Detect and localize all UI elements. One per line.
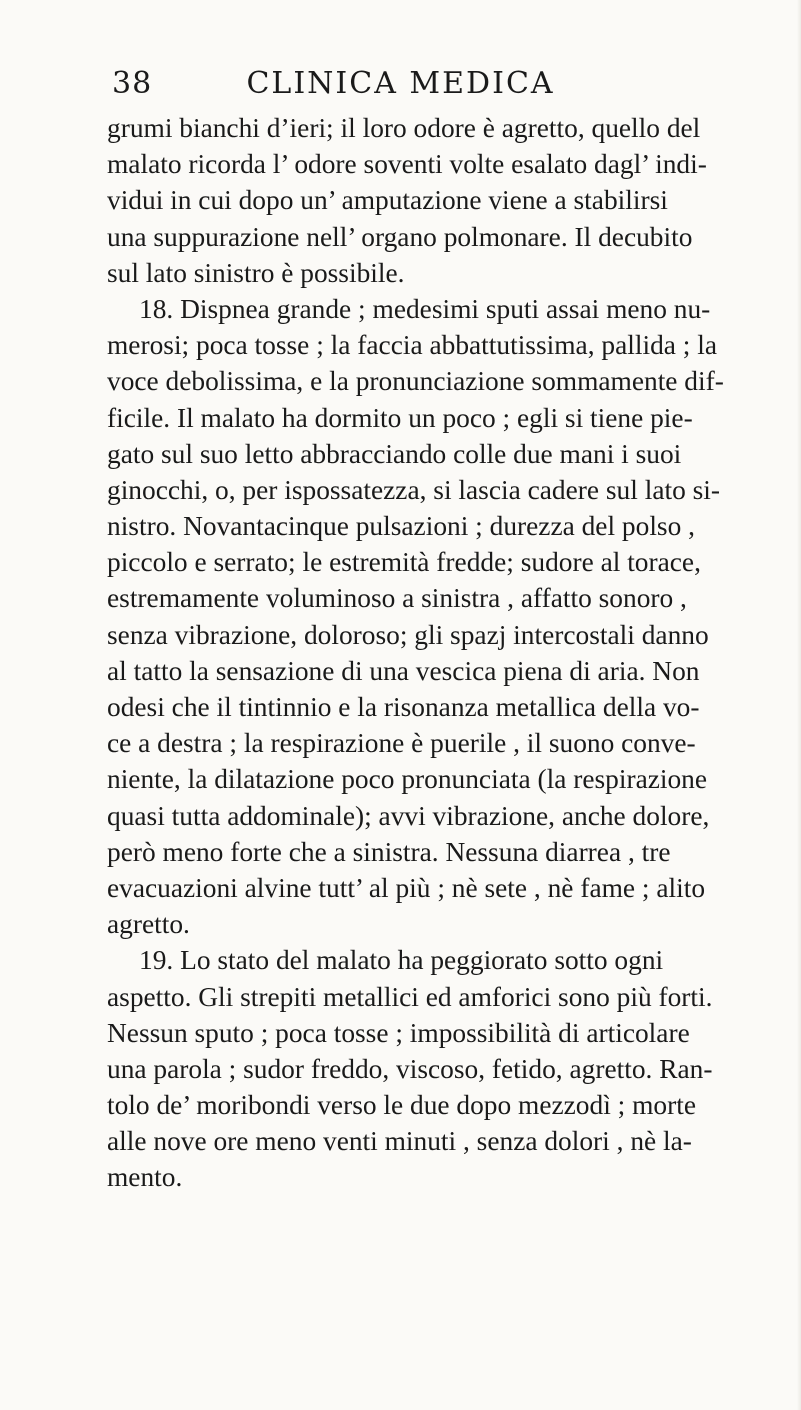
text-line: estremamente voluminoso a sinistra , affatto sonoro ,	[107, 583, 687, 614]
paragraph-19-start: 19. Lo stato del malato ha peggiorato sotto ogni	[139, 945, 664, 976]
text-line: voce debolissima, e la pronunciazione sommamente dif-	[107, 366, 724, 397]
text-line: alle nove ore meno venti minuti , senza dolori , nè la-	[107, 1126, 692, 1157]
paragraph-18-start: 18. Dispnea grande ; medesimi sputi assai meno nu-	[139, 293, 711, 324]
text-line: nistro. Novantacinque pulsazioni ; durezza del polso ,	[107, 511, 695, 542]
text-line: Nessun sputo ; poca tosse ; impossibilità di articolare	[107, 1017, 690, 1048]
text-line: al tatto la sensazione di una vescica piena di aria. Non	[107, 655, 700, 686]
text-line: piccolo e serrato; le estremità fredde; sudore al torace,	[107, 547, 701, 578]
text-line: senza vibrazione, doloroso; gli spazj intercostali danno	[107, 619, 709, 650]
text-line: ce a destra ; la respirazione è puerile , il suono conve-	[107, 728, 696, 759]
text-line: merosi; poca tosse ; la faccia abbattutissima, pallida ; la	[107, 330, 718, 361]
text-line: quasi tutta addominale); avvi vibrazione, anche dolore,	[107, 800, 710, 831]
text-line: grumi bianchi d’ieri; il loro odore è agretto, quello del	[107, 113, 701, 143]
text-line: vidui in cui dopo un’ amputazione viene a stabilirsi	[107, 185, 668, 216]
text-line: ginocchi, o, per ispossatezza, si lascia cadere sul lato si-	[107, 474, 721, 505]
text-line: mento.	[107, 1162, 183, 1193]
page-number: 38	[112, 66, 153, 101]
page-edge-shadow	[797, 0, 801, 1410]
text-line: evacuazioni alvine tutt’ al più ; nè sete , nè fame ; alito	[107, 872, 706, 903]
text-line: una parola ; sudor freddo, viscoso, fetido, agretto. Ran-	[107, 1053, 713, 1084]
body-text	[107, 110, 797, 1196]
text-line: sul lato sinistro è possibile.	[107, 257, 405, 288]
text-line: niente, la dilatazione poco pronunciata (la respirazione	[107, 764, 708, 795]
text-line: malato ricorda l’ odore soventi volte esalato dagl’ indi-	[107, 149, 707, 180]
text-line: però meno forte che a sinistra. Nessuna diarrea , tre	[107, 836, 671, 867]
text-line: ficile. Il malato ha dormito un poco ; egli si tiene pie-	[107, 402, 693, 433]
running-title: CLINICA MEDICA	[246, 66, 555, 101]
text-line: tolo de’ moribondi verso le due dopo mezzodì ; morte	[107, 1090, 697, 1121]
text-line: una suppurazione nell’ organo polmonare. Il decubito	[107, 221, 693, 252]
text-line: agretto.	[107, 909, 190, 940]
text-line: odesi che il tintinnio e la risonanza metallica della vo-	[107, 692, 700, 722]
page-header	[0, 66, 801, 106]
text-line: gato sul suo letto abbracciando colle due mani i suoi	[107, 438, 682, 469]
text-line: aspetto. Gli strepiti metallici ed amforici sono più forti.	[107, 981, 713, 1012]
